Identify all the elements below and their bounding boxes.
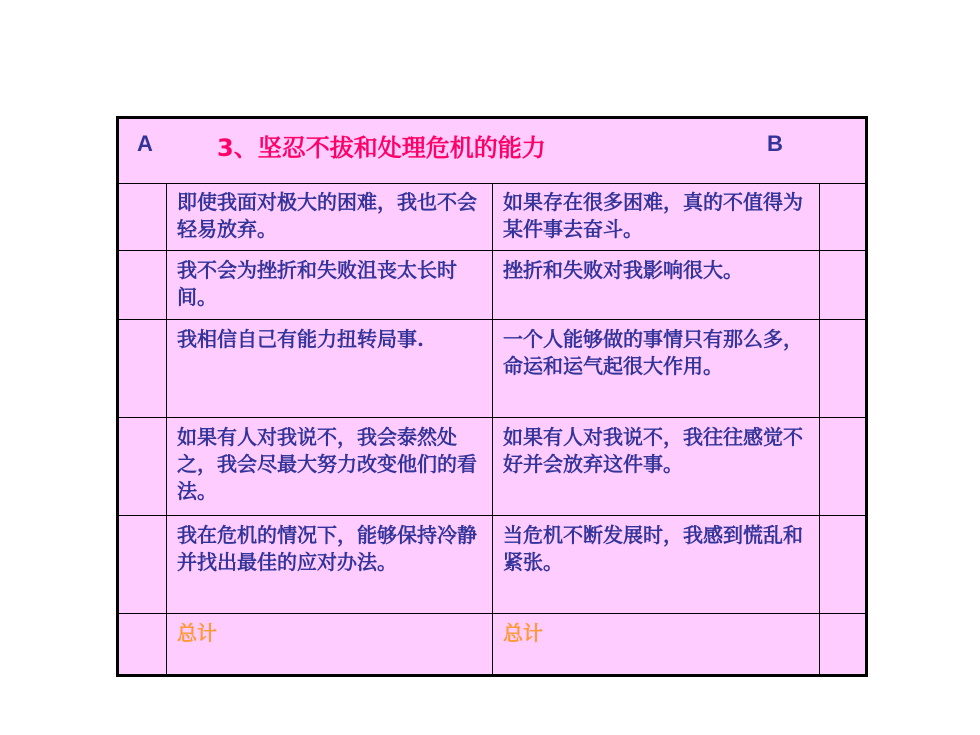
statement-b: 当危机不断发展时，我感到慌乱和紧张。: [493, 516, 820, 613]
score-cell-b[interactable]: [820, 516, 865, 613]
table-row: [119, 320, 865, 418]
column-a-marker: A: [137, 131, 153, 156]
score-cell-b[interactable]: [820, 614, 865, 674]
table-row: [119, 183, 865, 251]
statement-b: 一个人能够做的事情只有那么多，命运和运气起很大作用。: [493, 320, 820, 417]
statement-a: 即使我面对极大的困难，我也不会轻易放弃。: [167, 183, 493, 250]
total-label-b: 总计: [493, 614, 820, 674]
statement-b: 如果存在很多困难，真的不值得为某件事去奋斗。: [493, 183, 820, 250]
score-cell-a[interactable]: [119, 516, 167, 613]
statement-a: 我不会为挫折和失败沮丧太长时间。: [167, 251, 493, 319]
score-cell-a[interactable]: [119, 614, 167, 674]
table-row: [119, 251, 865, 320]
survey-table: [116, 116, 868, 677]
table-header: [119, 119, 865, 184]
score-cell-a[interactable]: [119, 183, 167, 250]
statement-a: 如果有人对我说不，我会泰然处之，我会尽最大努力改变他们的看法。: [167, 418, 493, 515]
section-title: 3、坚忍不拔和处理危机的能力: [217, 134, 546, 162]
column-b-marker: B: [767, 131, 783, 156]
statement-b: 如果有人对我说不，我往往感觉不好并会放弃这件事。: [493, 418, 820, 515]
totals-row: [119, 614, 865, 674]
score-cell-b[interactable]: [820, 251, 865, 319]
score-cell-a[interactable]: [119, 320, 167, 417]
score-cell-a[interactable]: [119, 418, 167, 515]
score-cell-a[interactable]: [119, 251, 167, 319]
total-label-a: 总计: [167, 614, 493, 674]
table-row: [119, 418, 865, 516]
score-cell-b[interactable]: [820, 418, 865, 515]
score-cell-b[interactable]: [820, 320, 865, 417]
table-row: [119, 516, 865, 614]
score-cell-b[interactable]: [820, 183, 865, 250]
statement-b: 挫折和失败对我影响很大。: [493, 251, 820, 319]
statement-a: 我相信自己有能力扭转局事.: [167, 320, 493, 417]
statement-a: 我在危机的情况下，能够保持冷静并找出最佳的应对办法。: [167, 516, 493, 613]
